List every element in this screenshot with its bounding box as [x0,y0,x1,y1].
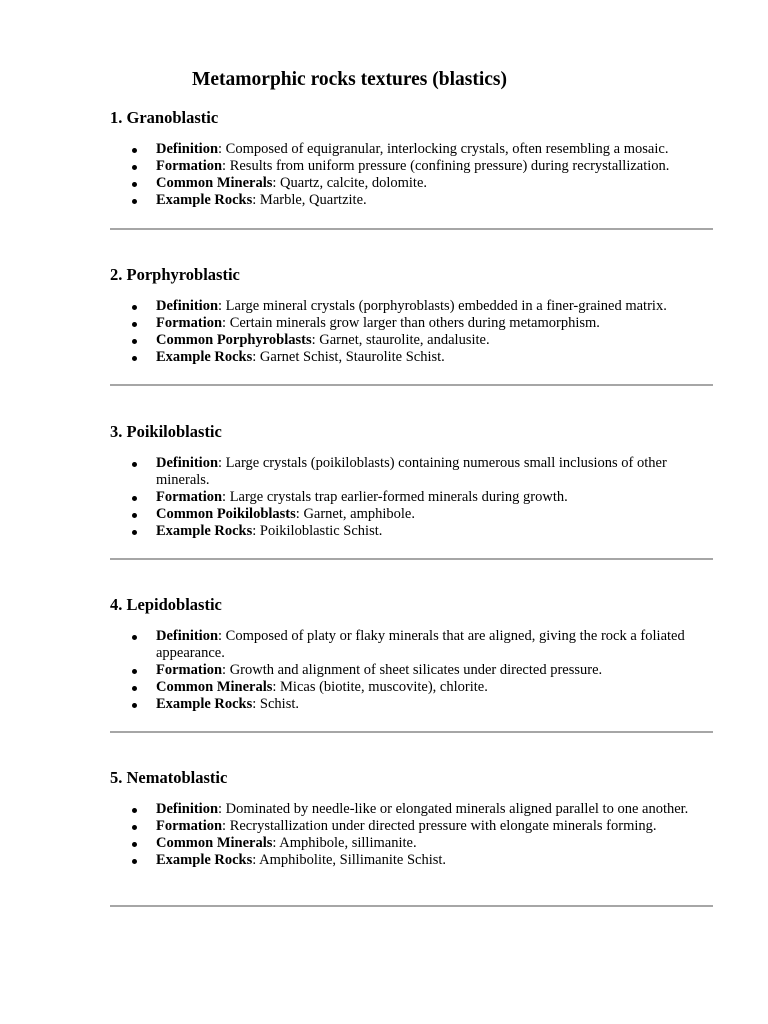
bullet-list [110,628,713,713]
bullet-icon [132,148,137,153]
bullet-icon [132,825,137,830]
list-item [110,696,713,713]
bullet-icon [132,462,137,467]
bullet-icon [132,199,137,204]
page-title: Metamorphic rocks textures (blastics) [192,69,508,90]
item-key: Example Rocks [156,349,253,365]
item-text: : Composed of platy or flaky minerals that are aligned, giving the rock a foliated appearance. [156,628,685,661]
list-item [110,175,713,192]
section-heading: 3. Poikiloblastic [110,422,222,441]
bullet-icon [132,686,137,691]
item-key: Formation [156,158,223,174]
bullet-icon [132,165,137,170]
bullet-icon [132,842,137,847]
bullet-icon [132,305,137,310]
item-text: : Quartz, calcite, dolomite. [272,175,427,191]
section-poikiloblastic [110,421,713,540]
bullet-icon [132,339,137,344]
item-key: Common Porphyroblasts [156,332,312,348]
list-item [110,349,713,366]
bullet-list [110,455,713,540]
item-key: Definition [156,801,219,817]
item-text: : Marble, Quartzite. [252,192,367,208]
list-item [110,192,713,209]
item-text: : Composed of equigranular, interlocking crystals, often resembling a mosaic. [218,141,669,157]
bullet-list [110,801,713,869]
bullet-icon [132,669,137,674]
list-item [110,662,713,679]
list-item [110,455,713,489]
list-item [110,801,713,818]
section-granoblastic [110,107,713,209]
item-text: : Certain minerals grow larger than others during metamorphism. [222,315,600,331]
item-text: : Garnet, amphibole. [295,506,415,522]
item-key: Definition [156,141,219,157]
item-key: Definition [156,455,219,471]
bullet-icon [132,356,137,361]
item-text: : Large crystals (poikiloblasts) containing numerous small inclusions of other minerals. [156,455,667,488]
bullet-icon [132,703,137,708]
item-key: Common Minerals [156,835,273,851]
list-item [110,158,713,175]
section-divider [110,228,713,230]
item-text: : Large mineral crystals (porphyroblasts) embedded in a finer-grained matrix. [218,298,667,314]
item-text: : Garnet Schist, Staurolite Schist. [252,349,445,365]
item-text: : Garnet, staurolite, andalusite. [311,332,490,348]
bullet-icon [132,513,137,518]
bullet-icon [132,635,137,640]
list-item [110,298,713,315]
item-key: Example Rocks [156,852,253,868]
item-key: Definition [156,628,219,644]
section-heading: 1. Granoblastic [110,108,219,127]
list-item [110,852,713,869]
item-key: Common Minerals [156,679,273,695]
section-divider [110,384,713,386]
item-text: : Poikiloblastic Schist. [252,523,383,539]
item-text: : Micas (biotite, muscovite), chlorite. [272,679,488,695]
section-nematoblastic [110,767,713,869]
section-divider [110,731,713,733]
section-heading: 4. Lepidoblastic [110,595,222,614]
section-heading: 2. Porphyroblastic [110,265,240,284]
item-key: Common Poikiloblasts [156,506,296,522]
section-divider [110,905,713,907]
list-item [110,506,713,523]
item-text: : Growth and alignment of sheet silicates under directed pressure. [222,662,603,678]
item-text: : Amphibolite, Sillimanite Schist. [252,852,447,868]
section-divider [110,558,713,560]
item-key: Formation [156,489,223,505]
list-item [110,835,713,852]
section-heading: 5. Nematoblastic [110,768,228,787]
list-item [110,141,713,158]
bullet-icon [132,496,137,501]
item-key: Formation [156,315,223,331]
bullet-icon [132,530,137,535]
section-porphyroblastic [110,264,713,366]
list-item [110,489,713,506]
list-item [110,628,713,662]
item-key: Example Rocks [156,523,253,539]
bullet-icon [132,182,137,187]
item-key: Common Minerals [156,175,273,191]
item-text: : Schist. [252,696,300,712]
list-item [110,818,713,835]
bullet-list [110,298,713,366]
item-text: : Recrystallization under directed pressure with elongate minerals forming. [222,818,657,834]
item-key: Formation [156,662,223,678]
item-key: Formation [156,818,223,834]
bullet-icon [132,808,137,813]
item-text: : Dominated by needle-like or elongated minerals aligned parallel to one another. [218,801,689,817]
item-key: Definition [156,298,219,314]
item-key: Example Rocks [156,192,253,208]
item-text: : Amphibole, sillimanite. [272,835,417,851]
list-item [110,315,713,332]
list-item [110,523,713,540]
list-item [110,679,713,696]
list-item [110,332,713,349]
item-text: : Large crystals trap earlier-formed minerals during growth. [222,489,568,505]
bullet-icon [132,859,137,864]
section-lepidoblastic [110,594,713,713]
item-key: Example Rocks [156,696,253,712]
bullet-icon [132,322,137,327]
item-text: : Results from uniform pressure (confining pressure) during recrystallization. [222,158,670,174]
bullet-list [110,141,713,209]
